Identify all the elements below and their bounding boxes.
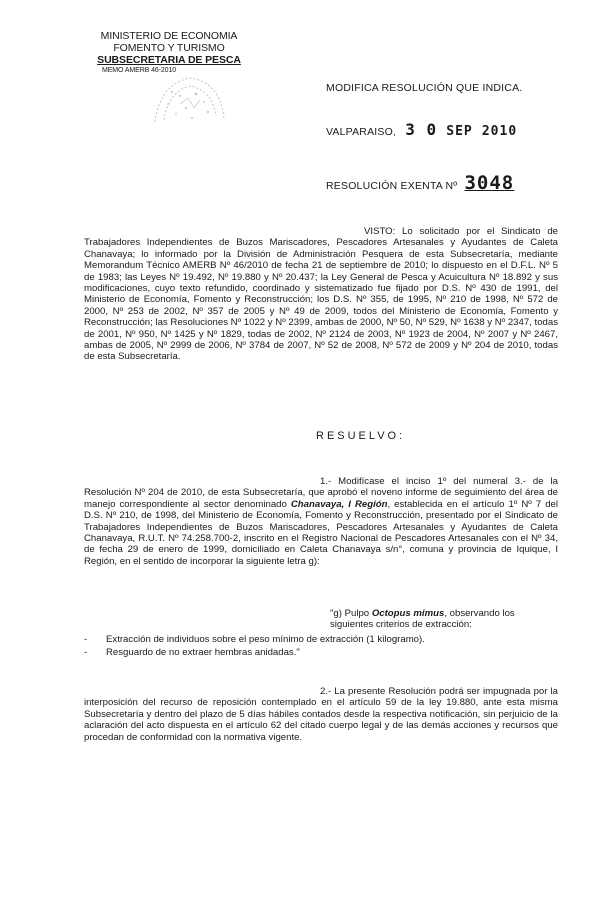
list-item: - Resguardo de no extraer hembras anidadas." (84, 646, 300, 658)
item-1-text-b: , establecida en el artículo 1º Nº 7 del D.S. Nº 210, de 1998, del Ministerio de Economía, Fomento y Reconstrucción, presentado por el Sindicato de Trabajadores Independientes de Buzos Mariscadores, Pescadores Artesanales y Ayudantes de Caleta Chanavaya, R.U.T. Nº 74.258.700-2, inscrito en el Registro Nacional de Pescadores Artesanales con el Nº 34, de fecha 29 de enero de 1999, domiciliado en Caleta Chanavaya s/n°, comuna y provincia de Iquique, I Región, en el sentido de incorporar la siguiente letra g): (84, 498, 558, 567)
date-month: SEP (446, 124, 473, 139)
letterhead-fomento: FOMENTO Y TURISMO (113, 42, 225, 54)
list-item: - Extracción de individuos sobre el peso mínimo de extracción (1 kilogramo). (84, 634, 425, 645)
date-day: 3 0 (405, 120, 438, 139)
resolution-number: 3048 (464, 172, 515, 194)
memo-reference: MEMO AMERB 46-2010 (102, 67, 177, 74)
item-1-sector: Chanavaya, I Región (290, 498, 388, 510)
item-1-paragraph (84, 476, 558, 567)
resolution-label: RESOLUCIÓN EXENTA Nº (326, 180, 458, 192)
item-1-text-a: 1.- Modifícase el inciso 1º del numeral 3.- de la Resolución Nº 204 de 2010, de esta Subsecretaría, que aprobó el noveno informe de seguimiento del área de manejo correspondiente al sector denominado (84, 476, 558, 510)
criterio-suffix: , observando los siguientes criterios de extracción: (330, 608, 515, 631)
resolution-title: MODIFICA RESOLUCIÓN QUE INDICA. (326, 82, 523, 94)
criterio-species: Octopus mimus (371, 608, 445, 619)
date-year: 2010 (481, 124, 518, 139)
criterio-prefix: "g) Pulpo (330, 608, 372, 619)
letterhead (84, 30, 254, 75)
place-label: VALPARAISO, (326, 126, 397, 138)
official-seal-stamp (150, 74, 228, 128)
extraction-criteria-list (84, 634, 558, 659)
place-date-line (326, 120, 517, 139)
criterio-paragraph (84, 608, 558, 631)
visto-paragraph: VISTO: Lo solicitado por el Sindicato de Trabajadores Independientes de Buzos Mariscadores, Pescadores Artesanales y Ayudantes de Caleta Chanavaya; lo informado por la División de Administración Pesquera de esta Subsecretaría, mediante Memorandum Técnico AMERB Nº 46/2010 de fecha 21 de septiembre de 2010; lo dispuesto en el D.F.L. Nº 5 de 1983; las Leyes Nº 19.492, Nº 19.880 y Nº 20.437; la Ley General de Pesca y Acuicultura Nº 18.892 y sus modificaciones, cuyo texto refundido, coordinado y sistematizado fue fijado por D.S. Nº 430 de 1991, del Ministerio de Economía, Fomento y Reconstrucción; los D.S. Nº 355, de 1995, Nº 210 de 1998, Nº 572 de 2000, Nº 253 de 2002, Nº 357 de 2005 y Nº 49 de 2009, todos del Ministerio de Economía, Fomento y Reconstrucción; las Resoluciones Nº 1022 y Nº 2399, ambas de 2000, Nº 50, Nº 529, Nº 1638 y Nº 2347, todas de 2001, Nº 950, Nº 1425 y Nº 1829, todas de 2002, Nº 2124 de 2003, Nº 1923 de 2004, Nº 2007 y Nº 2467, ambas de 2005, Nº 2999 de 2006, Nº 3784 de 2007, Nº 52 de 2008, Nº 572 de 2009 y Nº 204 de 2010, todas de esta Subsecretaría. (84, 226, 558, 363)
item-2-paragraph: 2.- La presente Resolución podrá ser impugnada por la interposición del recurso de reposición contemplado en el artículo 59 de la ley 19.880, ante esta misma Subsecretaría y dentro del plazo de 5 días hábiles contados desde la respectiva notificación, sin perjuicio de la aclaración del acto dispuesta en el artículo 62 del citado cuerpo legal y de las demás acciones y recursos que procedan de conformidad con la normativa vigente. (84, 686, 558, 743)
letterhead-subsecretaria: SUBSECRETARIA DE PESCA (97, 54, 241, 66)
resolution-number-line (326, 172, 514, 194)
resuelvo-heading: RESUELVO: (316, 430, 406, 442)
letterhead-ministry: MINISTERIO DE ECONOMIA (100, 30, 238, 42)
